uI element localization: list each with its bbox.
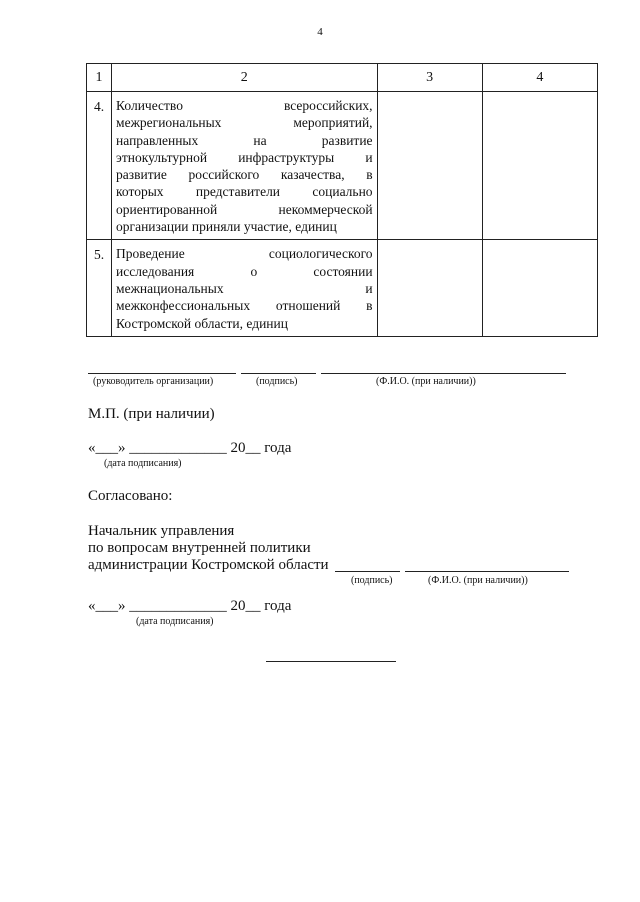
approved-title: Согласовано: [88,488,173,504]
row-number: 5. [87,240,112,336]
page-number: 4 [317,26,323,38]
row-description-line: межконфессиональных отношений в [116,298,373,314]
signature-line [241,373,316,374]
row-description-line: Количество всероссийских, [116,98,373,113]
row-description [112,92,378,240]
end-of-document-divider [266,661,396,662]
row-number: 4. [87,92,112,240]
head-signature-line [88,373,236,374]
table-row [87,92,598,240]
row-description-line: этнокультурной инфраструктуры и [116,149,373,165]
approver-position-line3: администрации Костромской области [88,557,329,573]
row-value-col3 [377,240,482,336]
approver-signature-line [335,571,400,572]
approver-name-line [405,571,569,572]
indicators-table [86,63,598,337]
row-description-line: исследования о состоянии [116,263,373,279]
row-value-col3 [377,92,482,240]
table-header-row [87,64,598,92]
row-description-line: Проведение социологического [116,246,373,262]
approver-signature-caption: (подпись) [351,575,393,586]
approval-date-caption: (дата подписания) [136,616,214,627]
row-description-line: которых представители социально [116,184,373,200]
table-row [87,240,598,336]
header-col-3: 3 [377,64,482,92]
row-description [112,240,378,336]
header-col-2: 2 [112,64,378,92]
head-caption: (руководитель организации) [93,376,214,387]
signature-caption: (подпись) [256,376,298,387]
approver-name-caption: (Ф.И.О. (при наличии)) [428,575,528,586]
row-value-col4 [482,240,597,336]
approval-date-line: «___» _____________ 20__ года [88,598,292,614]
signing-date-line: «___» _____________ 20__ года [88,440,292,456]
seal-label: М.П. (при наличии) [88,406,215,422]
row-description-line: организации приняли участие, единиц [116,219,337,235]
name-caption: (Ф.И.О. (при наличии)) [376,376,476,387]
row-description-line: развитие российского казачества, в [116,167,373,183]
header-col-1: 1 [87,64,112,92]
approver-position-line2: по вопросам внутренней политики [88,540,311,556]
row-description-line: межнациональных и [116,280,373,296]
approver-position-line1: Начальник управления [88,523,235,539]
row-description-line: Костромской области, единиц [116,315,288,331]
row-description-line: межрегиональных мероприятий, [116,115,373,131]
row-value-col4 [482,92,597,240]
row-description-line: ориентированной некоммерческой [116,201,373,217]
name-line [321,373,566,374]
date-caption: (дата подписания) [104,458,182,469]
row-description-line: направленных на развитие [116,132,373,148]
header-col-4: 4 [482,64,597,92]
